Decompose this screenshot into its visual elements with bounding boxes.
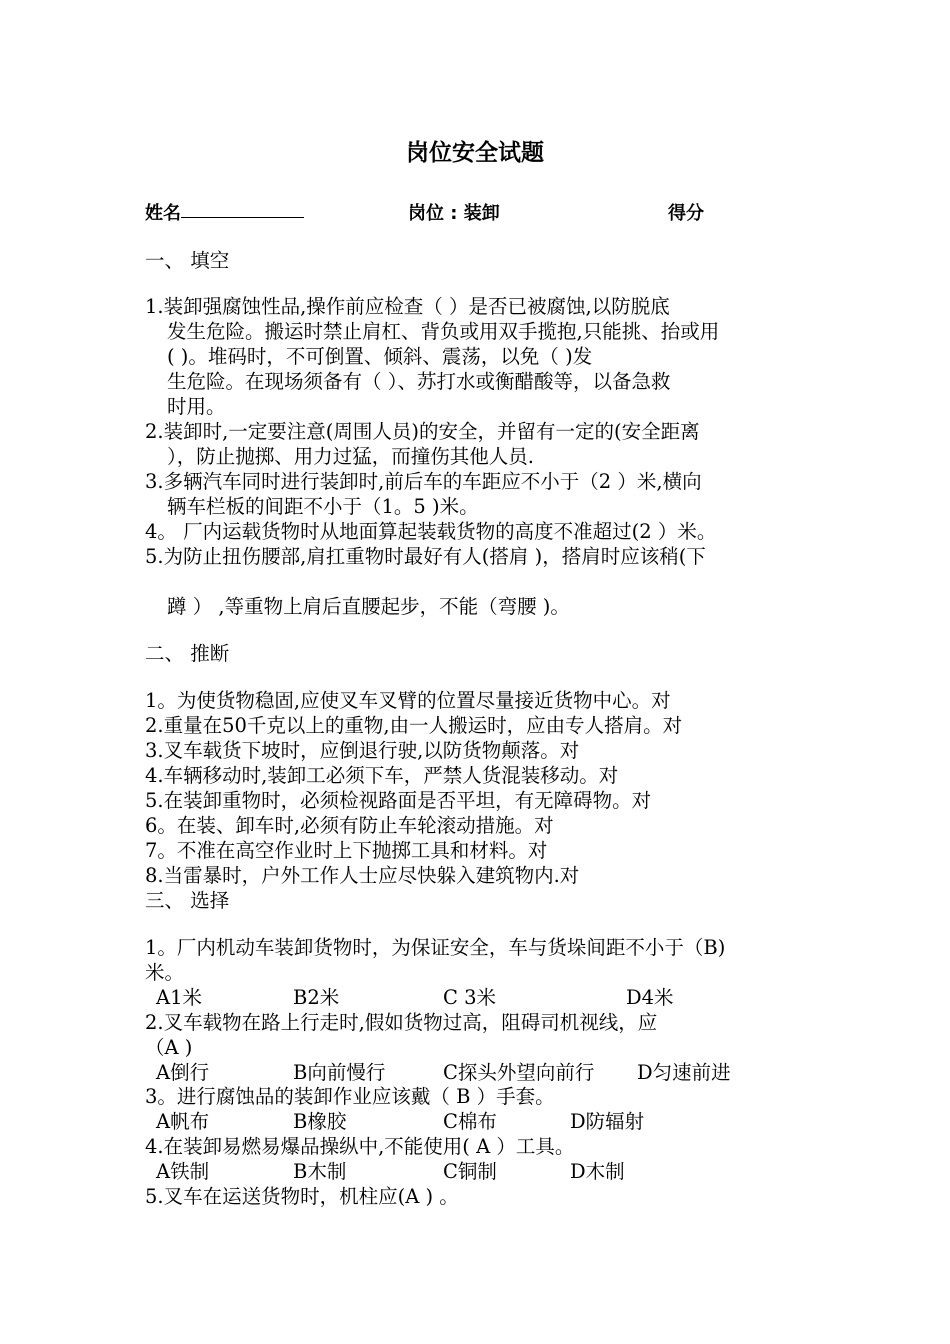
choice-option: B橡胶: [293, 1110, 347, 1133]
section-heading-judge: 二、 推断: [145, 642, 230, 665]
choice-question: 米。: [145, 961, 185, 984]
choice-option: D匀速前进: [637, 1061, 731, 1084]
score-label: 得分: [668, 203, 704, 224]
choice-option: C棉布: [443, 1110, 497, 1133]
choice-question: （A ): [145, 1036, 193, 1059]
choice-option: D防辐射: [570, 1110, 645, 1133]
fill-line: 蹲 ） ,等重物上肩后直腰起步，不能（弯腰 )。: [167, 595, 570, 618]
fill-line: 时用。: [167, 395, 226, 418]
choice-option: B木制: [293, 1160, 347, 1183]
judge-line: 4.车辆移动时,装卸工必须下车，严禁人货混装移动。对: [145, 764, 619, 787]
post-label: 岗位 : 装卸: [408, 203, 500, 224]
choice-question: 3。进行腐蚀品的装卸作业应该戴（ B ）手套。: [145, 1085, 555, 1108]
judge-line: 5.在装卸重物时，必须检视路面是否平坦，有无障碍物。对: [145, 789, 652, 812]
choice-question: 2.叉车载物在路上行走时,假如货物过高，阻碍司机视线，应: [145, 1011, 658, 1034]
section-heading-fill: 一、 填空: [145, 249, 230, 272]
fill-line: 1.装卸强腐蚀性品,操作前应检查（ ）是否已被腐蚀,以防脱底: [145, 295, 670, 318]
choice-option: B向前慢行: [293, 1061, 386, 1084]
choice-option: C铜制: [443, 1160, 497, 1183]
judge-line: 6。在装、卸车时,必须有防止车轮滚动措施。对: [145, 814, 554, 837]
choice-option: A倒行: [156, 1061, 210, 1084]
choice-option: B2米: [293, 986, 340, 1009]
judge-line: 8.当雷暴时，户外工作人士应尽快躲入建筑物内.对: [145, 864, 580, 887]
fill-line: ( )。堆码时，不可倒置、倾斜、震荡，以免（ )发: [167, 345, 593, 368]
judge-line: 2.重量在50千克以上的重物,由一人搬运时，应由专人搭肩。对: [145, 714, 683, 737]
judge-line: 1。为使货物稳固,应使叉车叉臂的位置尽量接近货物中心。对: [145, 689, 671, 712]
judge-line: 7。不准在高空作业时上下抛掷工具和材料。对: [145, 839, 548, 862]
name-field: [145, 199, 181, 225]
choice-option: A铁制: [156, 1160, 210, 1183]
choice-question: 1。厂内机动车装卸货物时，为保证安全，车与货垛间距不小于（B): [145, 936, 726, 959]
fill-line: 生危险。在现场须备有（ ）、苏打水或衡醋酸等，以备急救: [167, 370, 671, 393]
judge-line: 3.叉车载货下坡时，应倒退行驶,以防货物颠落。对: [145, 739, 580, 762]
choice-option: C探头外望向前行: [443, 1061, 595, 1084]
fill-line: 4。 厂内运载货物时从地面算起装载货物的高度不准超过(2 ）米。: [145, 520, 717, 543]
fill-line: 辆车栏板的间距不小于（1。5 )米。: [167, 495, 479, 518]
name-label: 姓名: [145, 203, 181, 224]
fill-line: 发生危险。搬运时禁止肩杠、背负或用双手揽抱,只能挑、抬或用: [167, 320, 720, 343]
fill-line: ），防止抛掷、用力过猛，而撞伤其他人员.: [167, 445, 534, 468]
page-title: 岗位安全试题: [406, 140, 544, 166]
fill-line: 3.多辆汽车同时进行装卸时,前后车的车距应不小于（2 ）米,横向: [145, 470, 702, 493]
fill-line: 5.为防止扭伤腰部,肩扛重物时最好有人(搭肩 )，搭肩时应该稍(下: [145, 545, 706, 568]
choice-option: D4米: [626, 986, 674, 1009]
fill-line: 2.装卸时,一定要注意(周围人员)的安全，并留有一定的(安全距离: [145, 420, 700, 443]
section-heading-choice: 三、 选择: [145, 889, 230, 912]
choice-option: C 3米: [443, 986, 497, 1009]
choice-question: 5.叉车在运送货物时，机柱应(A ) 。: [145, 1185, 459, 1208]
choice-option: A1米: [156, 986, 202, 1009]
choice-option: D木制: [570, 1160, 625, 1183]
choice-option: A帆布: [156, 1110, 210, 1133]
name-blank[interactable]: [181, 199, 304, 218]
choice-question: 4.在装卸易燃易爆品操纵中,不能使用( A ）工具。: [145, 1135, 575, 1158]
